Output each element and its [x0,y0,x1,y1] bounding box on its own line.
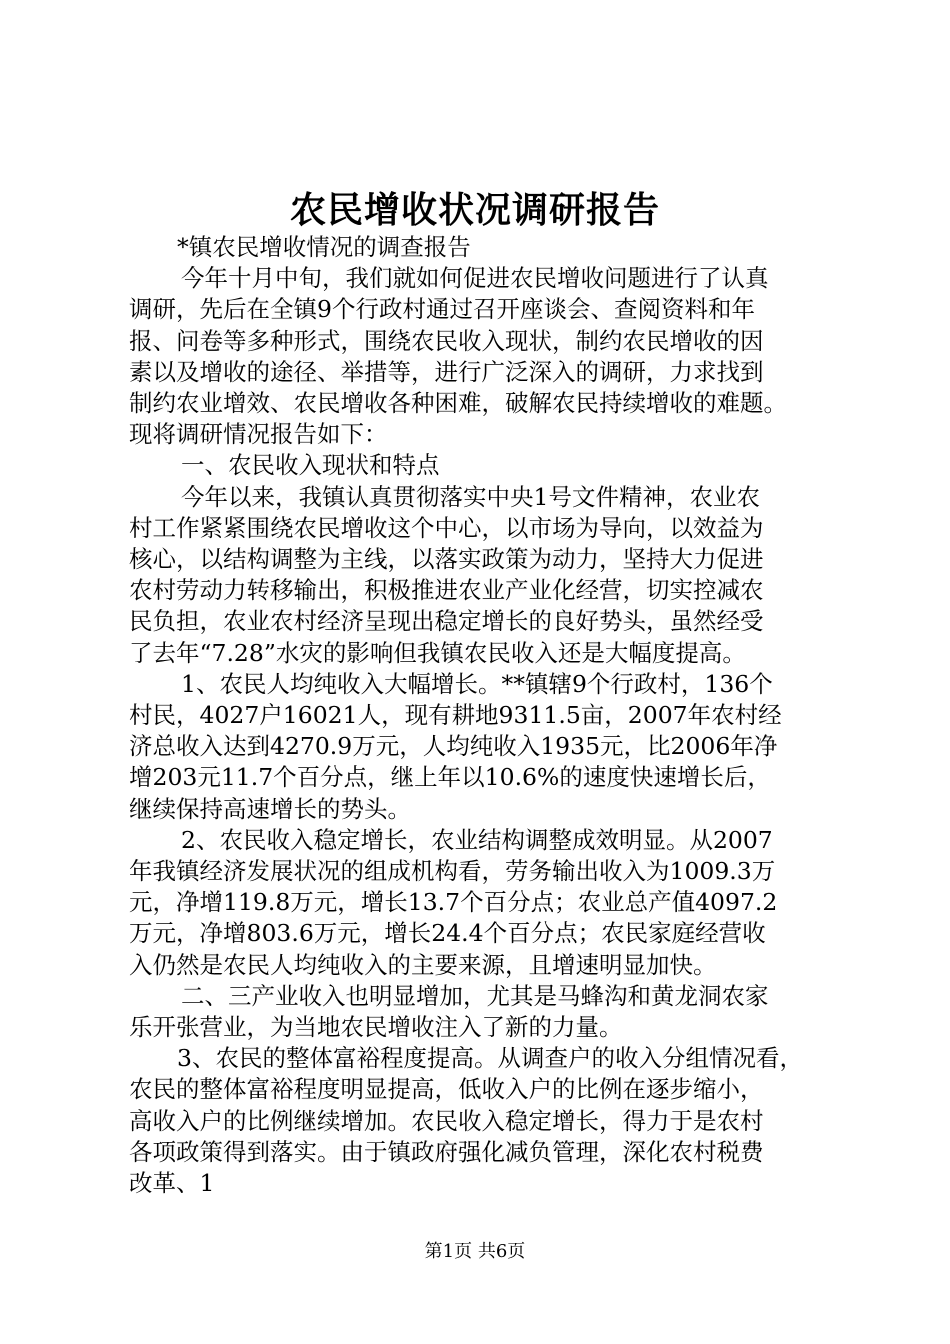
text-line: 万元，净增803.6万元，增长24.4个百分点；农民家庭经营收 [129,919,766,948]
text-line: 素以及增收的途径、举措等，进行广泛深入的调研，力求找到 [129,357,764,386]
text-line: 年我镇经济发展状况的组成机构看，劳务输出收入为1009.3万 [129,857,776,886]
text-line: 民负担，农业农村经济呈现出稳定增长的良好势头，虽然经受 [129,607,764,636]
text-line: 农民的整体富裕程度明显提高，低收入户的比例在逐步缩小， [129,1075,764,1104]
text-line: 现将调研情况报告如下： [129,420,388,449]
text-line: 入仍然是农民人均纯收入的主要来源，且增速明显加快。 [129,950,717,979]
document-body [129,232,835,1199]
document-title: 农民增收状况调研报告 [289,189,660,231]
text-line: 继续保持高速增长的势头。 [129,794,411,823]
text-line: 济总收入达到4270.9万元，人均纯收入1935元，比2006年净 [129,732,778,761]
text-line: 今年以来，我镇认真贯彻落实中央1号文件精神，农业农 [181,482,760,511]
text-line: 农村劳动力转移输出，积极推进农业产业化经营，切实控减农 [129,576,764,605]
text-line: 村工作紧紧围绕农民增收这个中心，以市场为导向，以效益为 [129,513,764,542]
text-line: 高收入户的比例继续增加。农民收入稳定增长，得力于是农村 [129,1106,764,1135]
text-line: 1、农民人均纯收入大幅增长。**镇辖9个行政村，136个 [181,669,773,698]
text-line: 了去年“7.28”水灾的影响但我镇农民收入还是大幅度提高。 [129,638,746,667]
page-footer: 第1页 共6页 [424,1241,526,1262]
text-line: 乐开张营业，为当地农民增收注入了新的力量。 [129,1013,623,1042]
subtitle-line: *镇农民增收情况的调查报告 [177,233,471,261]
text-line: 制约农业增效、农民增收各种困难，破解农民持续增收的难题。 [129,389,787,418]
text-line: 核心，以结构调整为主线，以落实政策为动力，坚持大力促进 [129,545,764,574]
text-line: 村民，4027户16021人，现有耕地9311.5亩，2007年农村经 [129,701,782,730]
text-line: 二、三产业收入也明显增加，尤其是马蜂沟和黄龙洞农家 [181,981,769,1010]
text-line: 3、农民的整体富裕程度提高。从调查户的收入分组情况看， [177,1044,803,1073]
text-line: 改革、1 [129,1169,215,1198]
text-line: 2、农民收入稳定增长，农业结构调整成效明显。从2007 [181,825,773,854]
text-line: 调研，先后在全镇9个行政村通过召开座谈会、查阅资料和年 [129,295,755,324]
text-line: 各项政策得到落实。由于镇政府强化减负管理，深化农村税费 [129,1137,764,1166]
section-heading: 一、农民收入现状和特点 [181,451,440,480]
text-line: 今年十月中旬，我们就如何促进农民增收问题进行了认真 [181,264,769,293]
text-line: 元，净增119.8万元，增长13.7个百分点；农业总产值4097.2 [129,888,778,917]
text-line: 报、问卷等多种形式，围绕农民收入现状，制约农民增收的因 [129,326,764,355]
text-line: 增203元11.7个百分点，继上年以10.6%的速度快速增长后， [129,763,771,792]
